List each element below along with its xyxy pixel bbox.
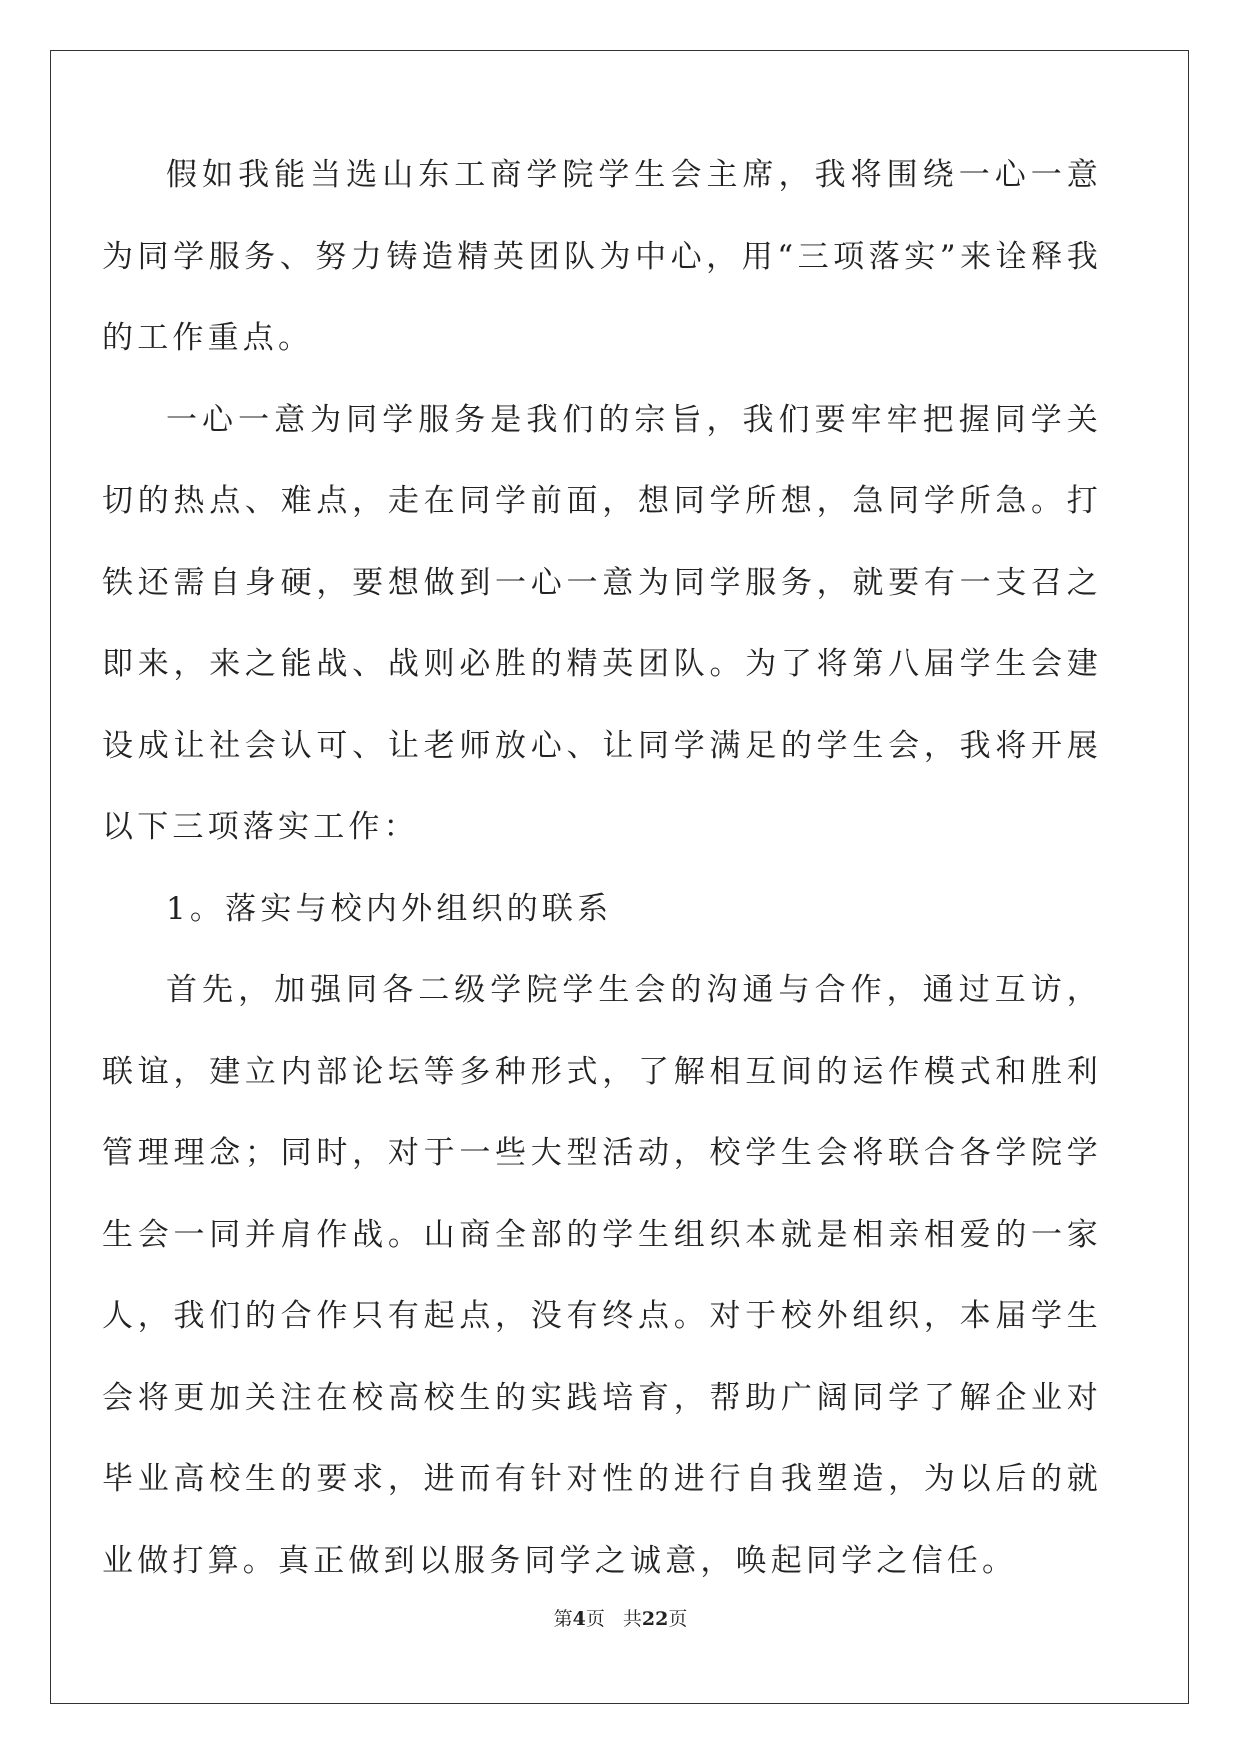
footer-total-suffix: 页: [668, 1608, 688, 1630]
total-page-number: 22: [641, 1608, 669, 1630]
document-body: [102, 135, 1102, 1602]
paragraph-2: 一心一意为同学服务是我们的宗旨，我们要牢牢把握同学关切的热点、难点，走在同学前面，想同学所想，急同学所急。打铁还需自身硬，要想做到一心一意为同学服务，就要有一支召之即来，来之能战、战则必胜的精英团队。为了将第八届学生会建设成让社会认可、让老师放心、让同学满足的学生会，我将开展以下三项落实工作：: [102, 401, 1102, 845]
paragraph-1: 假如我能当选山东工商学院学生会主席，我将围绕一心一意为同学服务、努力铸造精英团队为中心，用“三项落实”来诠释我的工作重点。: [102, 157, 1102, 356]
footer-total-prefix: 共: [622, 1608, 642, 1630]
current-page-number: 4: [572, 1608, 586, 1630]
footer-prefix: 第: [553, 1608, 573, 1630]
paragraph-3: 首先，加强同各二级学院学生会的沟通与合作，通过互访，联谊，建立内部论坛等多种形式，了解相互间的运作模式和胜利管理理念；同时，对于一些大型活动，校学生会将联合各学院学生会一同并肩作战。山商全部的学生组织本就是相亲相爱的一家人，我们的合作只有起点，没有终点。对于校外组织，本届学生会将更加关注在校高校生的实践培育，帮助广阔同学了解企业对毕业高校生的要求，进而有针对性的进行自我塑造，为以后的就业做打算。真正做到以服务同学之诚意，唤起同学之信任。: [102, 972, 1102, 1579]
footer-page-suffix: 页: [585, 1608, 605, 1630]
page-footer: [0, 1604, 1241, 1631]
section-heading: 1。落实与校内外组织的联系: [166, 890, 613, 927]
